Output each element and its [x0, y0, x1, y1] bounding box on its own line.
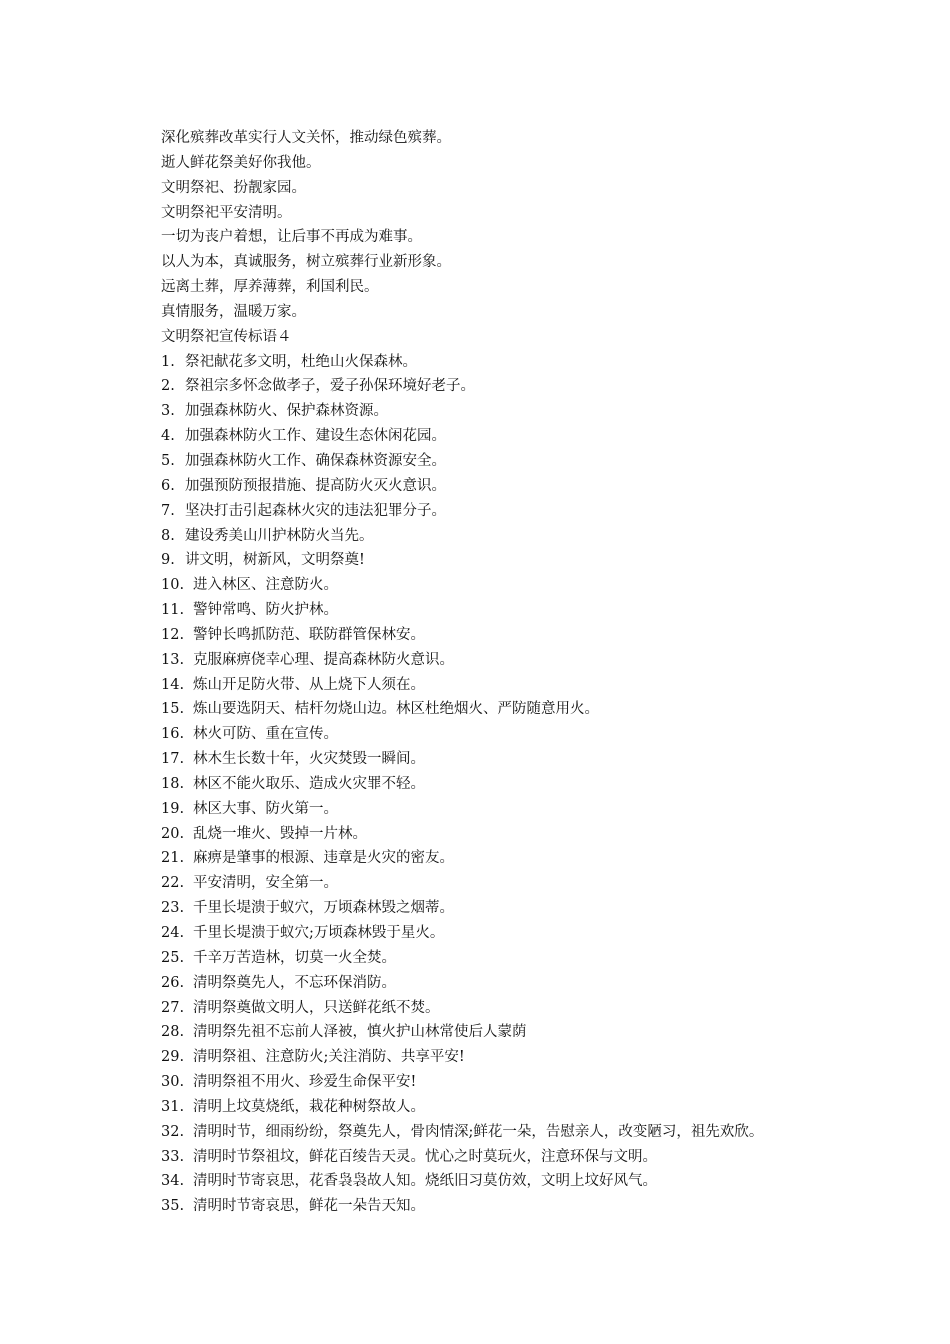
list-item-number: 2. [161, 378, 175, 395]
list-item-number: 35. [161, 1198, 185, 1215]
list-item-number: 21. [161, 850, 185, 867]
list-item-text: 炼山要选阴天、桔杆勿烧山边。林区杜绝烟火、严防随意用火。 [193, 701, 599, 718]
list-item-text: 清明祭祖不用火、珍爱生命保平安! [193, 1074, 417, 1091]
list-item [161, 598, 921, 623]
list-item-text: 清明时节寄哀思，鲜花一朵告天知。 [193, 1198, 425, 1215]
list-item-number: 29. [161, 1049, 185, 1066]
list-item-number: 17. [161, 751, 185, 768]
list-item [161, 971, 921, 996]
list-item-text: 林区不能火取乐、造成火灾罪不轻。 [193, 775, 425, 792]
list-item [161, 474, 921, 499]
list-item-number: 19. [161, 800, 185, 817]
list-item [161, 996, 921, 1021]
list-item-text: 千里长堤溃于蚁穴，万顷森林毁之烟蒂。 [193, 900, 454, 917]
list-item-text: 祭祀献花多文明，杜绝山火保森林。 [185, 353, 417, 370]
list-item-number: 5. [161, 452, 175, 469]
list-item [161, 673, 921, 698]
list-item [161, 921, 921, 946]
list-item-text: 清明祭奠先人，不忘环保消防。 [193, 974, 396, 991]
list-item [161, 822, 921, 847]
list-item [161, 573, 921, 598]
list-item-number: 10. [161, 577, 185, 594]
list-item-text: 清明时节祭祖坟，鲜花百绫告天灵。忧心之时莫玩火，注意环保与文明。 [193, 1148, 657, 1165]
intro-line: 文明祭祀平安清明。 [161, 204, 292, 221]
list-item-text: 清明祭先祖不忘前人泽被，慎火护山林常使后人蒙荫 [193, 1024, 527, 1041]
list-item-text: 坚决打击引起森林火灾的违法犯罪分子。 [185, 502, 446, 519]
list-item-number: 8. [161, 527, 175, 544]
intro-line: 文明祭祀、扮靓家园。 [161, 179, 306, 196]
list-item [161, 846, 921, 871]
list-item-text: 警钟长鸣抓防范、联防群管保林安。 [193, 626, 425, 643]
list-item [161, 1120, 921, 1145]
list-item [161, 623, 921, 648]
list-item-number: 33. [161, 1148, 185, 1165]
list-item-number: 22. [161, 875, 185, 892]
list-item [161, 1095, 921, 1120]
list-item [161, 374, 921, 399]
list-item-text: 麻痹是肇事的根源、违章是火灾的密友。 [193, 850, 454, 867]
list-item-number: 14. [161, 676, 185, 693]
list-item-number: 6. [161, 477, 175, 494]
list-item [161, 697, 921, 722]
intro-line: 一切为丧户着想，让后事不再成为难事。 [161, 229, 422, 246]
section-title: 文明祭祀宣传标语４ [161, 328, 292, 345]
list-item-text: 千辛万苦造林，切莫一火全焚。 [193, 949, 396, 966]
list-item [161, 424, 921, 449]
list-item [161, 399, 921, 424]
list-item-text: 警钟常鸣、防火护林。 [193, 602, 338, 619]
list-item-number: 7. [161, 502, 175, 519]
intro-line: 真情服务，温暖万家。 [161, 303, 306, 320]
list-item-number: 11. [161, 602, 185, 619]
list-item-number: 13. [161, 651, 185, 668]
intro-line: 以人为本，真诚服务，树立殡葬行业新形象。 [161, 254, 451, 271]
list-item-text: 讲文明，树新风，文明祭奠! [185, 552, 365, 569]
list-item [161, 350, 921, 375]
list-item [161, 871, 921, 896]
list-item-number: 3. [161, 403, 175, 420]
list-item-number: 24. [161, 925, 185, 941]
list-item [161, 1070, 921, 1095]
list-item-number: 15. [161, 701, 185, 718]
list-item-text: 炼山开足防火带、从上烧下人须在。 [193, 676, 425, 693]
list-item [161, 896, 921, 921]
list-item-number: 23. [161, 900, 185, 917]
list-item-text: 克服麻痹侥幸心理、提高森林防火意识。 [193, 651, 454, 668]
list-item-number: 32. [161, 1123, 185, 1140]
list-item-number: 34. [161, 1173, 185, 1190]
list-item-text: 林区大事、防火第一。 [193, 800, 338, 817]
list-item [161, 772, 921, 797]
intro-lines [161, 126, 921, 325]
list-item [161, 946, 921, 971]
document-body [161, 126, 921, 1219]
list-item [161, 1045, 921, 1070]
list-item-text: 清明祭祖、注意防火;关注消防、共享平安! [193, 1049, 465, 1066]
list-item-number: 1. [161, 353, 175, 370]
list-item [161, 499, 921, 524]
list-item-text: 加强森林防火工作、确保森林资源安全。 [185, 452, 446, 469]
list-item-text: 建设秀美山川护林防火当先。 [185, 527, 374, 544]
list-item-number: 31. [161, 1098, 185, 1115]
list-item-text: 进入林区、注意防火。 [193, 577, 338, 594]
list-item-number: 20. [161, 825, 185, 842]
list-item-number: 26. [161, 974, 185, 991]
list-item [161, 797, 921, 822]
list-item-text: 清明时节，细雨纷纷，祭奠先人，骨肉情深;鲜花一朵，告慰亲人，改变陋习，祖先欢欣。 [193, 1123, 764, 1140]
list-item [161, 449, 921, 474]
list-item [161, 1169, 921, 1194]
list-item [161, 548, 921, 573]
list-item-number: 12. [161, 626, 185, 643]
list-item [161, 1020, 921, 1045]
list-item [161, 722, 921, 747]
list-item-text: 清明时节寄哀思，花香袅袅故人知。烧纸旧习莫仿效，文明上坟好风气。 [193, 1173, 657, 1190]
list-item [161, 1145, 921, 1170]
list-item-number: 30. [161, 1074, 185, 1091]
list-item-text: 清明祭奠做文明人，只送鲜花纸不焚。 [193, 999, 440, 1016]
list-item-text: 清明上坟莫烧纸，栽花种树祭故人。 [193, 1098, 425, 1115]
intro-line: 远离土葬，厚养薄葬，利国利民。 [161, 279, 379, 296]
list-item-number: 4. [161, 428, 175, 445]
list-item [161, 1194, 921, 1219]
list-item-text: 乱烧一堆火、毁掉一片林。 [193, 825, 367, 842]
intro-line: 深化殡葬改革实行人文关怀，推动绿色殡葬。 [161, 130, 451, 146]
list-item-number: 28. [161, 1024, 185, 1041]
list-item-text: 林木生长数十年，火灾焚毁一瞬间。 [193, 751, 425, 768]
list-item-number: 9. [161, 552, 175, 569]
list-item-text: 千里长堤溃于蚁穴;万顷森林毁于星火。 [193, 925, 445, 941]
list-item [161, 648, 921, 673]
list-item [161, 524, 921, 549]
slogan-list [161, 350, 921, 1220]
list-item [161, 747, 921, 772]
list-item-number: 27. [161, 999, 185, 1016]
intro-line: 逝人鲜花祭美好你我他。 [161, 154, 321, 171]
list-item-text: 加强森林防火工作、建设生态休闲花园。 [185, 428, 446, 445]
list-item-number: 25. [161, 949, 185, 966]
list-item-text: 加强森林防火、保护森林资源。 [185, 403, 388, 420]
list-item-text: 祭祖宗多怀念做孝子，爱子孙保环境好老子。 [185, 378, 475, 395]
list-item-text: 林火可防、重在宣传。 [193, 726, 338, 743]
list-item-text: 加强预防预报措施、提高防火灭火意识。 [185, 477, 446, 494]
list-item-number: 18. [161, 775, 185, 792]
list-item-number: 16. [161, 726, 185, 743]
list-item-text: 平安清明，安全第一。 [193, 875, 338, 892]
